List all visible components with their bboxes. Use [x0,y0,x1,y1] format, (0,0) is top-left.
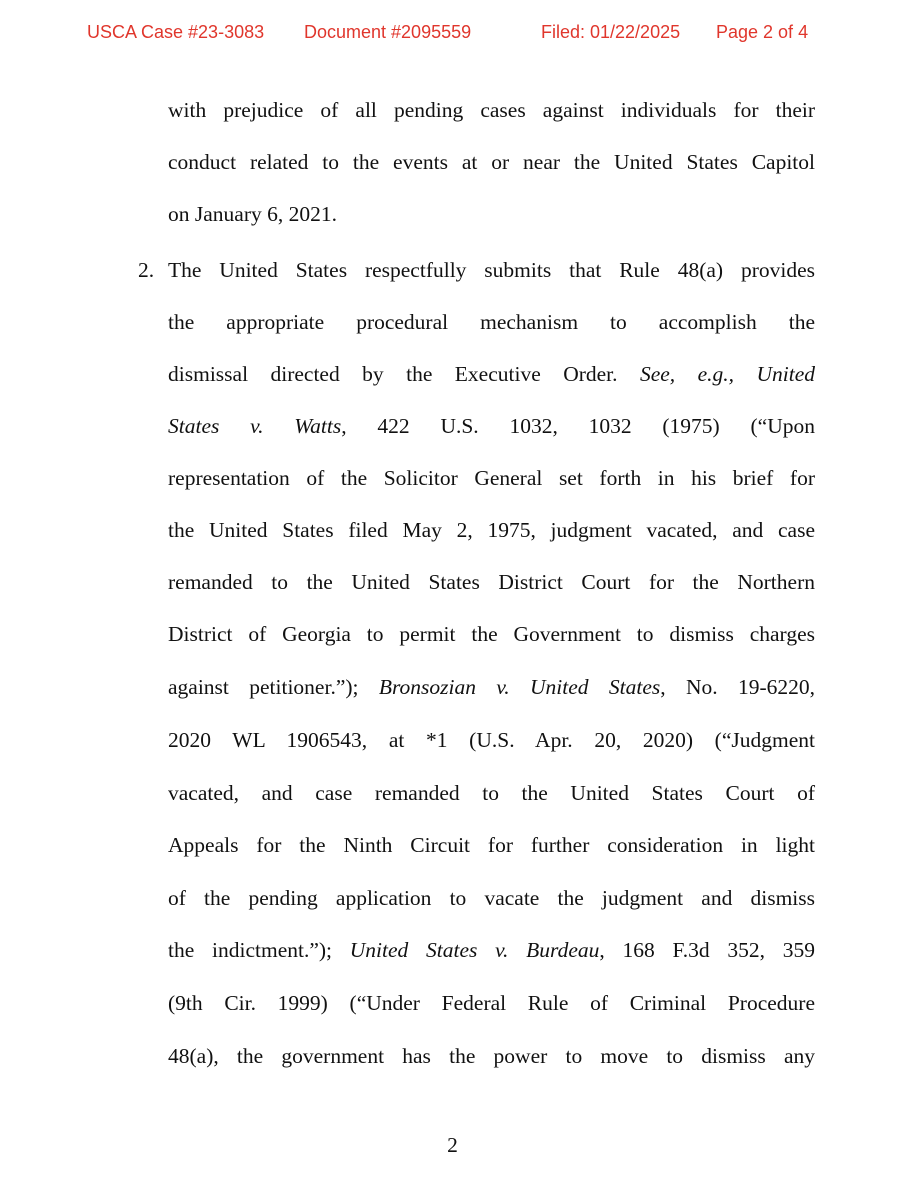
body-line: 48(a), the government has the power to move to dismiss any [168,1044,815,1068]
case-name: States v. Watts [168,414,342,438]
body-line: vacated, and case remanded to the United States Court of [168,781,815,805]
body-line [168,362,815,392]
body-line: of the pending application to vacate the judgment and dismiss [168,886,815,910]
case-name: United States v. Burdeau [349,938,600,962]
citation-signal: See, e.g., United [639,362,815,386]
body-line: Appeals for the Ninth Circuit for further consideration in light [168,833,815,857]
text-run: dismissal directed by the Executive Order. [168,362,640,386]
header-case-number: USCA Case #23-3083 [87,22,265,42]
text-run: , 422 U.S. 1032, 1032 (1975) (“Upon [341,414,815,438]
body-line: District of Georgia to permit the Government to dismiss charges [168,622,815,646]
body-line: (9th Cir. 1999) (“Under Federal Rule of Criminal Procedure [168,991,815,1015]
text-run: , 168 F.3d 352, 359 [599,938,815,962]
case-name: Bronsozian v. United States [378,675,661,699]
header-document-number: Document #2095559 [304,22,472,42]
body-line [168,938,815,968]
text-run: , No. 19-6220, [660,675,816,699]
body-line: 2020 WL 1906543, at *1 (U.S. Apr. 20, 2020) (“Judgment [168,728,815,752]
body-line: the United States filed May 2, 1975, judgment vacated, and case [168,518,815,542]
text-run: the indictment.”); [168,938,350,962]
body-line: on January 6, 2021. [168,202,337,226]
court-filing-header [0,18,905,48]
body-line [168,675,815,705]
body-line: the appropriate procedural mechanism to accomplish the [168,310,815,334]
body-line [168,414,815,444]
text-run: against petitioner.”); [168,675,379,699]
body-line: with prejudice of all pending cases against individuals for their [168,98,815,122]
page-number: 2 [447,1133,458,1157]
body-line: The United States respectfully submits that Rule 48(a) provides [168,258,815,282]
body-line: representation of the Solicitor General set forth in his brief for [168,466,815,490]
paragraph-number: 2. [138,258,155,282]
header-page-count: Page 2 of 4 [716,22,809,42]
body-line: remanded to the United States District Court for the Northern [168,570,815,594]
header-filed-date: Filed: 01/22/2025 [541,22,681,42]
body-line: conduct related to the events at or near the United States Capitol [168,150,815,174]
